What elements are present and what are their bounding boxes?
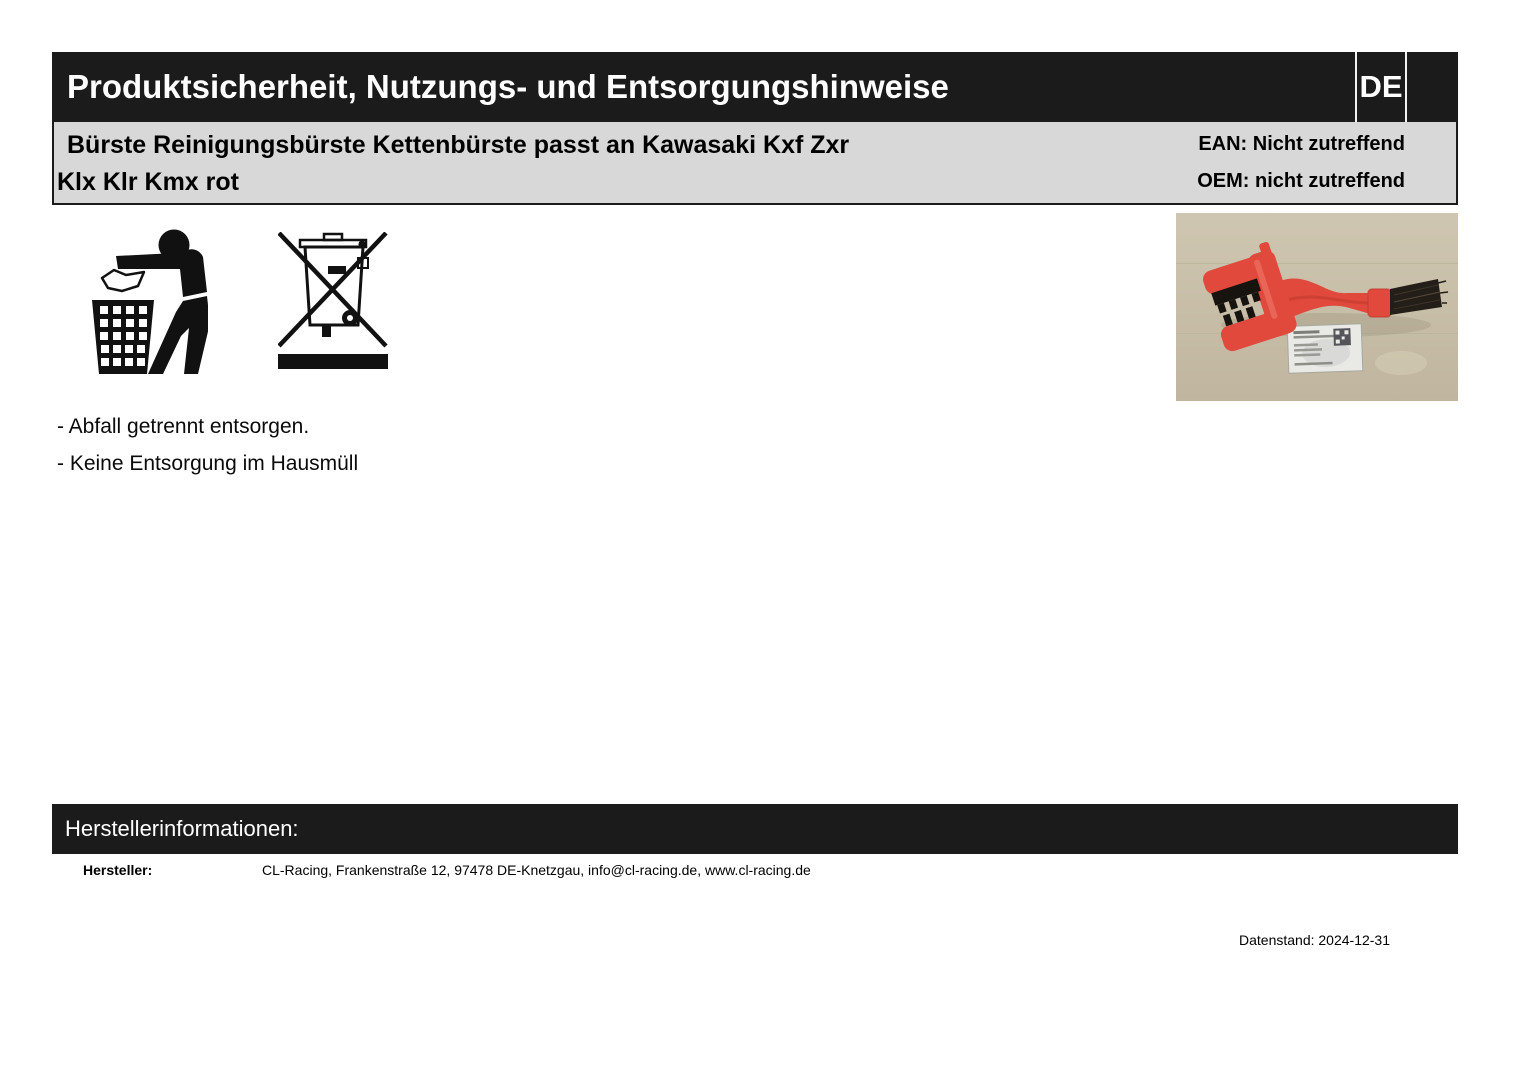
manufacturer-section-bar (52, 804, 1458, 854)
manufacturer-label: Hersteller: (83, 862, 153, 878)
language-code: DE (1359, 69, 1403, 104)
product-header-bar (52, 122, 1458, 205)
manufacturer-heading: Herstellerinformationen: (65, 816, 299, 841)
product-title (54, 127, 849, 201)
weee-crossed-bin-icon (278, 232, 388, 372)
product-title-line2: Klx Klr Kmx rot (57, 168, 239, 196)
business-card (1287, 324, 1363, 374)
oem-value: OEM: nicht zutreffend (1197, 170, 1405, 192)
tidyman-icon (88, 228, 208, 376)
data-status: Datenstand: 2024-12-31 (1239, 932, 1390, 948)
product-codes (1197, 126, 1405, 200)
product-photo (1176, 213, 1458, 401)
manufacturer-value: CL-Racing, Frankenstraße 12, 97478 DE-Knetzgau, info@cl-racing.de, www.cl-racing.de (262, 862, 811, 878)
ean-value: EAN: Nicht zutreffend (1198, 133, 1405, 155)
qr-code (1333, 328, 1351, 346)
title-bar (52, 52, 1458, 122)
product-title-line1: Bürste Reinigungsbürste Kettenbürste passt an Kawasaki Kxf Zxr (67, 131, 850, 159)
disposal-notes (57, 408, 358, 482)
language-badge (1355, 52, 1407, 122)
disposal-note-2: - Keine Entsorgung im Hausmüll (57, 452, 359, 475)
document-title: Produktsicherheit, Nutzungs- und Entsorgungshinweise (67, 68, 949, 105)
disposal-note-1: - Abfall getrennt entsorgen. (57, 415, 310, 438)
